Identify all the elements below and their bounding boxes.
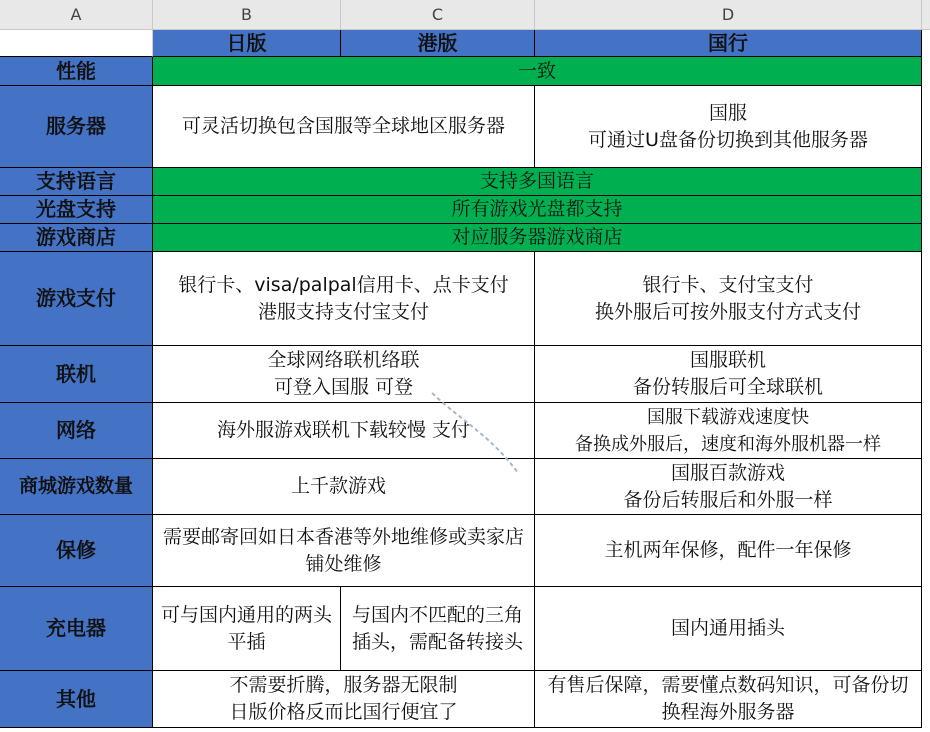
server-china[interactable]: 国服 可通过U盘备份切换到其他服务器 <box>535 86 922 168</box>
payment-japan-hk[interactable]: 银行卡、visa/palpal信用卡、点卡支付 港服支持支付宝支付 <box>153 252 535 346</box>
row-label-mall-count[interactable]: 商城游戏数量 <box>0 459 153 515</box>
row-label-warranty[interactable]: 保修 <box>0 515 153 587</box>
network-japan-hk[interactable]: 海外服游戏联机下载较慢 支付 <box>153 403 535 459</box>
online-china[interactable]: 国服联机 备份转服后可全球联机 <box>535 346 922 403</box>
column-header-d[interactable]: D <box>535 0 922 30</box>
scribble-mark <box>420 385 530 480</box>
column-header-c[interactable]: C <box>341 0 535 30</box>
other-japan-hk[interactable]: 不需要折腾，服务器无限制 日版价格反而比国行便宜了 <box>153 671 535 728</box>
store-value[interactable]: 对应服务器游戏商店 <box>153 224 922 252</box>
header-china[interactable]: 国行 <box>535 30 922 57</box>
charger-china[interactable]: 国内通用插头 <box>535 587 922 671</box>
row-label-store[interactable]: 游戏商店 <box>0 224 153 252</box>
mall-count-japan-hk[interactable]: 上千款游戏 <box>153 459 535 515</box>
warranty-china[interactable]: 主机两年保修，配件一年保修 <box>535 515 922 587</box>
online-japan-hk[interactable]: 全球网络联机络联 可登入国服 可登 <box>153 346 535 403</box>
charger-hongkong[interactable]: 与国内不匹配的三角插头，需配备转接头 <box>341 587 535 671</box>
column-header-filler <box>922 0 930 30</box>
warranty-japan-hk[interactable]: 需要邮寄回如日本香港等外地维修或卖家店铺处维修 <box>153 515 535 587</box>
row-label-disc[interactable]: 光盘支持 <box>0 196 153 224</box>
other-china[interactable]: 有售后保障，需要懂点数码知识，可备份切换程海外服务器 <box>535 671 922 728</box>
server-japan-hk[interactable]: 可灵活切换包含国服等全球地区服务器 <box>153 86 535 168</box>
payment-china[interactable]: 银行卡、支付宝支付 换外服后可按外服支付方式支付 <box>535 252 922 346</box>
column-header-b[interactable]: B <box>153 0 341 30</box>
row-label-online[interactable]: 联机 <box>0 346 153 403</box>
header-japan[interactable]: 日版 <box>153 30 341 57</box>
row-label-other[interactable]: 其他 <box>0 671 153 728</box>
row-label-server[interactable]: 服务器 <box>0 86 153 168</box>
row-label-language[interactable]: 支持语言 <box>0 168 153 196</box>
performance-value[interactable]: 一致 <box>153 57 922 86</box>
disc-value[interactable]: 所有游戏光盘都支持 <box>153 196 922 224</box>
mall-count-china[interactable]: 国服百款游戏 备份后转服后和外服一样 <box>535 459 922 515</box>
column-header-a[interactable]: A <box>0 0 153 30</box>
header-hongkong[interactable]: 港版 <box>341 30 535 57</box>
cell-a1[interactable] <box>0 30 153 57</box>
row-label-network[interactable]: 网络 <box>0 403 153 459</box>
network-china[interactable]: 国服下载游戏速度快 备换成外服后，速度和海外服机器一样 <box>535 403 922 459</box>
row-label-charger[interactable]: 充电器 <box>0 587 153 671</box>
row-label-payment[interactable]: 游戏支付 <box>0 252 153 346</box>
row-label-performance[interactable]: 性能 <box>0 57 153 86</box>
language-value[interactable]: 支持多国语言 <box>153 168 922 196</box>
charger-japan[interactable]: 可与国内通用的两头平插 <box>153 587 341 671</box>
